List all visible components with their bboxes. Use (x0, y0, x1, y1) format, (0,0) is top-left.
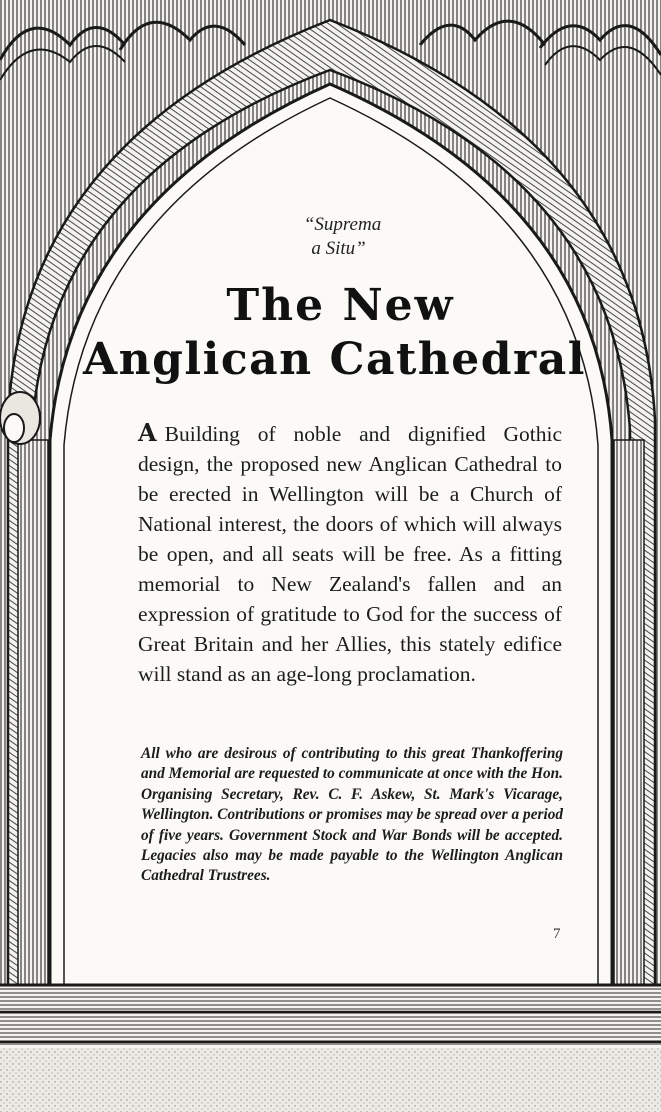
title-line-1: The New (226, 280, 455, 331)
motto-line-2: a Situ” (311, 238, 366, 259)
column-capital-ornament (0, 392, 40, 444)
drop-cap: A (138, 418, 157, 447)
page-number: 7 (553, 926, 561, 942)
paper-margin (0, 1048, 661, 1112)
contribution-notice: All who are desirous of contributing to this great Thankoffering and Memorial are requested to communicate at once with the Hon. Organising Secretary, Rev. C. F. Askew, St. Mark's Vicarage, Wellington. Contributions or promises may be spread over a period of five years. Government Stock and War Bonds will be accepted. Legacies also may be made payable to the Wellington Anglican Cathedral Trustrees. (141, 745, 563, 885)
title-line-2: Anglican Cathedral (83, 334, 586, 385)
body-text: Building of noble and dignified Gothic design, the proposed new Anglican Cathedral to be erected in Wellington will be a Church of National interest, the doors of which will always be open, and all seats will be free. As a fitting memorial to New Zealand's fallen and an expression of gratitude to God for the success of Great Britain and her Allies, this stately edifice will stand as an age-long proclamation. (138, 422, 562, 686)
base-ledge (0, 985, 661, 1045)
motto-line-1: “Suprema (303, 214, 382, 235)
body-paragraph (138, 418, 562, 689)
